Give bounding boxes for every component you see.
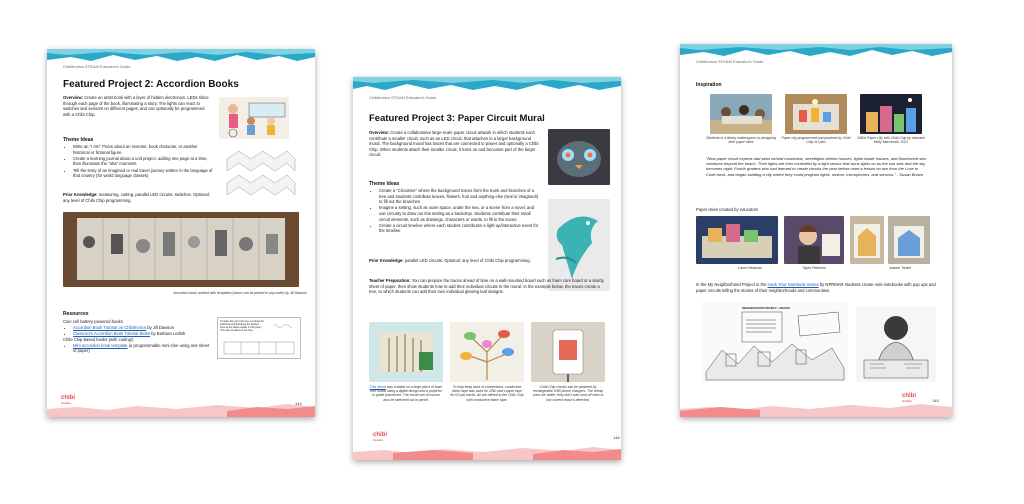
theme-item: • Create a circuit timeline where each student contributes a light-up/interactive event for the timeline bbox=[379, 223, 539, 234]
page-left bbox=[47, 49, 315, 417]
prep-label: Teacher Preparation: bbox=[369, 278, 411, 283]
resource-link[interactable]: Mini accordion book template bbox=[73, 342, 128, 348]
resources-list bbox=[63, 319, 213, 354]
inspiration-photo-3 bbox=[860, 94, 922, 134]
inspiration-heading: Inspiration bbox=[696, 82, 722, 88]
educator-photo-3 bbox=[850, 216, 884, 264]
footer-band bbox=[353, 438, 621, 460]
photo-caption: 1960s Paper City with Chibi Chip by educator Molly Marcewski, 2021 bbox=[856, 136, 926, 145]
prior-text: measuring, cutting, parallel LED circuits, switches. Optional: any level of Chibi Chip programming. bbox=[63, 192, 210, 203]
theme-heading: Theme Ideas bbox=[63, 137, 94, 143]
theme-item: • Create a "Circuitree" where the background traces form the trunk and branches of a tree and students contribute leaves, flowers, fruit and anything else (real or imagined!) to fill out the branches bbox=[379, 188, 539, 205]
theme-list bbox=[63, 144, 213, 179]
theme-item: • Create a learning journal about a unit project, adding one page at a time, then illuminate the "aha" moments bbox=[73, 156, 213, 167]
circuit-photo-1 bbox=[369, 322, 443, 382]
educator-name: Lance Newman bbox=[738, 266, 762, 270]
photo-caption: To help keep track of connections, conductive fabric tape was used for GND and copper tape for I/O pin traces. All are affixed to the Chibi Chip with conductive fabric tape. bbox=[450, 385, 524, 402]
prior-knowledge bbox=[63, 192, 213, 203]
photo-caption: Accordion book created with templates (which can be placed in any order) by Jill Dawson bbox=[173, 291, 307, 295]
educator-photo-2 bbox=[784, 216, 844, 264]
educator-photo-4 bbox=[888, 216, 930, 264]
photo-caption: This circuit was created on a large piece of foam core board using a digital design and a projector to guide placement. The circuit can of course also be sketched out in pencil. bbox=[369, 385, 443, 402]
zine-template bbox=[217, 317, 301, 359]
page-title: Featured Project 3: Paper Circuit Mural bbox=[369, 113, 545, 124]
chibitronics-logo: chibi tronics bbox=[61, 395, 76, 405]
resource-item: • Classroom Accordion Book Tutorial slides by Barbara Lodish bbox=[73, 331, 213, 337]
photo-caption: Paper city programmed and powered by Chibi Chip I/O pins bbox=[781, 136, 851, 145]
neighborhood-sketch-1 bbox=[702, 302, 848, 382]
page-number: 146 bbox=[613, 435, 620, 440]
resource-link[interactable]: Accordion Book Tutorial on Chibitronics bbox=[73, 324, 147, 330]
chibitronics-logo: chibi tronics bbox=[373, 432, 388, 442]
inspiration-photo-2 bbox=[785, 94, 847, 134]
series-link[interactable]: Hack Your Notebook Series bbox=[767, 282, 819, 287]
educator-photo-1 bbox=[696, 216, 778, 264]
resource-item: • Accordion Book Tutorial on Chibitronics by Jill Dawson bbox=[73, 325, 213, 331]
illustration-kids bbox=[219, 97, 289, 139]
prior-text: parallel LED circuits. Optional: any level of Chibi Chip programming. bbox=[404, 258, 531, 263]
guide-header: Chibitronics STEAM Educator's Guide bbox=[369, 95, 437, 100]
resource-link[interactable]: Classroom Accordion Book Tutorial slides bbox=[73, 330, 151, 336]
prior-knowledge bbox=[369, 258, 539, 264]
theme-item: • Imagine a setting, such as outer space, under the sea, or a scene from a novel, and use circuitry to draw out this setting as a backdrop. Students contribute their small circuit elements, such as drawings, characters or words, to fill in the scene. bbox=[379, 205, 539, 222]
guide-header: Chibitronics STEAM Educator's Guide bbox=[63, 64, 131, 69]
teacher-preparation bbox=[369, 278, 609, 295]
neighborhood-text: In the My Neighborhood Project in the Hack Your Notebook Series by NPRMAR students create mini-notebooks with pop ups and paper circuits telling the stories of their neighborhoods and communities. bbox=[696, 282, 936, 293]
theme-item: • Write an "I Am" Poem about an inventor, book character, or another historical or fictional figure bbox=[73, 144, 213, 155]
sketch-heading: NEIGHBORHOOD PROJECT + DESIGN bbox=[742, 307, 790, 310]
photo-caption: Chibi Chip circuits can be powered by rechargeable USB phone chargers. The cheap ones are better, they don't auto shut off when a low current draw is detected. bbox=[532, 385, 604, 402]
theme-heading: Theme Ideas bbox=[369, 181, 400, 187]
quote: "New paper circuit experts add stars behind mountains, streetlights behind houses, lights inside houses, and fluorescent sea creatures beyond the beach. Their lights are then controlled by a light sensor that turns lights on as the sun sets and the sky becomes night. Fourth graders who had learned to create circuits the year before used a lesson on two from the Love to Code book, and began building a city where they could program lights, motors, microphones, and sensors." - Susan Brown bbox=[706, 156, 926, 177]
footer-band bbox=[47, 395, 315, 417]
overview-text: Create an artist book with a layer of hidden electronics. LEDs shine through each page of the book, illuminating a story. The lights can react to switches and sensors on different pages, and can optionally be programmed with a Chibi Chip. bbox=[63, 95, 209, 117]
overview bbox=[369, 130, 539, 158]
theme-item: • Tell the story of an imagined or real travel journey written in the language of that country (for world language classes) bbox=[73, 168, 213, 179]
prep-text: You can prepare the traces ahead of time on a wall-mounted board such as foam core board or a sturdy sheet of paper, then show students how to add their individual circuits to the mural. In the example below, the traces create a tree, to which students can add their own individual glowing leaf designs. bbox=[369, 278, 604, 295]
prior-label: Prior Knowledge: bbox=[63, 192, 98, 197]
neighborhood-sketch-2 bbox=[856, 306, 936, 382]
accordion-template bbox=[225, 149, 297, 205]
accordion-book-photo bbox=[63, 212, 299, 287]
theme-list bbox=[369, 188, 539, 235]
prior-label: Prior Knowledge: bbox=[369, 258, 404, 263]
resources-intro-2: Chibi Chip-based books (with coding!) bbox=[63, 336, 134, 342]
page-number: 144 bbox=[295, 401, 302, 406]
educator-name: Joanne Tankel bbox=[889, 266, 911, 270]
caption-link[interactable]: This circuit bbox=[369, 385, 386, 389]
page-number: 145 bbox=[932, 398, 939, 403]
owl-photo bbox=[548, 129, 610, 185]
educators-heading: Paper cities created by educators bbox=[696, 207, 759, 212]
resource-item: • Mini accordion book template (a programmable mini-zine using one sheet of paper) bbox=[73, 343, 213, 354]
chibitronics-logo: chibi tronics bbox=[902, 393, 917, 403]
overview-label: Overview: bbox=[63, 95, 84, 100]
resources-intro: Coin cell battery-powered books bbox=[63, 319, 123, 324]
overview-text: Create a collaborative large-scale paper circuit artwork in which students each contribute a smaller circuit, such as an LED circuit, that attaches to a larger background mural. The background mural has traces that are connected to power and optionally a Chibi Chip. When students attach their smaller circuit, it turns on and becomes part of the larger circuit. bbox=[369, 130, 539, 158]
circuit-photo-2 bbox=[450, 322, 524, 382]
photo-caption: Students in a library makerspace co-designing their paper cities bbox=[706, 136, 776, 145]
page-center bbox=[353, 77, 621, 460]
guide-header: Chibitronics STEAM Educator's Guide bbox=[696, 59, 764, 64]
overview-label: Overview: bbox=[369, 130, 390, 135]
resources-heading: Resources bbox=[63, 311, 89, 317]
inspiration-photo-1 bbox=[710, 94, 772, 134]
page-title: Featured Project 2: Accordion Books bbox=[63, 79, 239, 90]
overview bbox=[63, 95, 213, 117]
circuit-photo-3 bbox=[531, 322, 605, 382]
page-right bbox=[680, 44, 952, 417]
template-note: To make this your mini-zine, cut along the solid lines and fold along the dashed lines as the slides explain on this page. Then die-cut paths on the lines. bbox=[220, 320, 264, 332]
educator-name: Taylor Petersen bbox=[802, 266, 826, 270]
